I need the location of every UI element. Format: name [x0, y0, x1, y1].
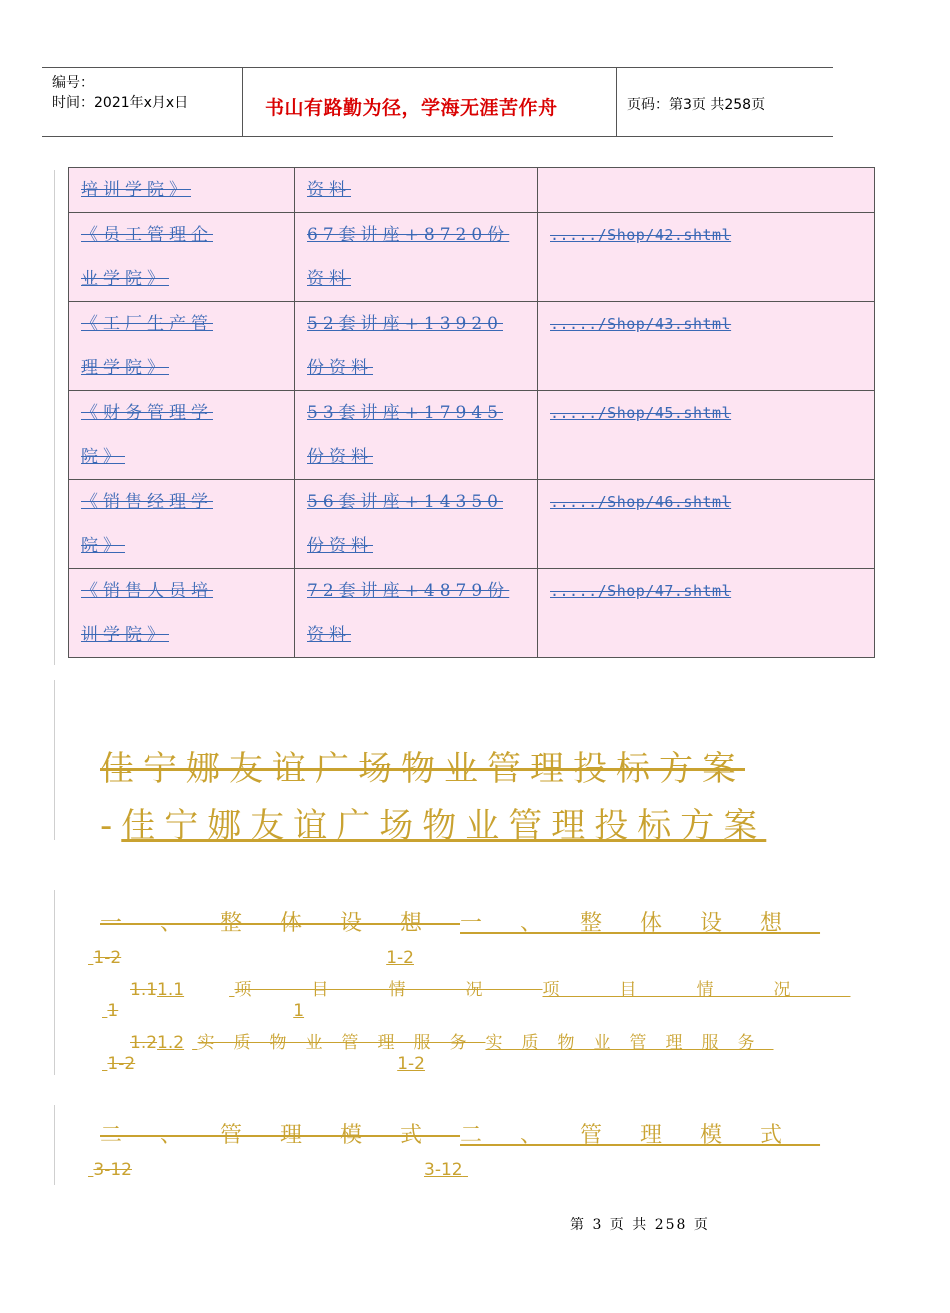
page-header: [42, 67, 833, 137]
resource-table: [68, 167, 875, 658]
table-row: [69, 168, 875, 213]
toc-item-2-page-inserted: 3-12: [424, 1160, 463, 1180]
toc-item-1-1-inserted: 项目情况: [542, 980, 851, 1000]
toc-item-1-2-page-inserted: 1-2: [397, 1054, 425, 1074]
table-row: [69, 569, 875, 658]
college-name: 《销售经理学: [81, 492, 213, 512]
college-name-cell: [69, 480, 295, 569]
college-name-cell: [69, 569, 295, 658]
college-name: 院》: [81, 536, 125, 556]
table-row: [69, 302, 875, 391]
shop-link-cell: [538, 480, 875, 569]
material-count: 67套讲座+8720份: [307, 225, 510, 245]
shop-link[interactable]: ...../Shop/46.shtml: [550, 493, 732, 511]
doc-title-prefix: -: [100, 806, 122, 846]
toc-item-1-page-deleted: 1-2: [93, 948, 122, 968]
shop-link-cell: [538, 391, 875, 480]
motto-text: 书山有路勤为径，学海无涯苦作舟: [265, 97, 558, 119]
revision-bar: [54, 170, 55, 665]
college-name: 《销售人员培: [81, 581, 213, 601]
doc-title-text: 佳宁娜友谊广场物业管理投标方案: [121, 806, 767, 846]
page-footer: 第 3 页 共 258 页: [570, 1217, 710, 1233]
header-page-cell: [617, 68, 833, 136]
college-name-cell: [69, 391, 295, 480]
toc-item-1[interactable]: [100, 906, 838, 937]
toc-item-1-1-num-deleted: 1.1: [130, 980, 158, 1000]
material-count-cell: [295, 168, 538, 213]
table-row: [69, 480, 875, 569]
table-row: [69, 213, 875, 302]
college-name: 《员工管理企: [81, 225, 213, 245]
shop-link[interactable]: ...../Shop/45.shtml: [550, 404, 732, 422]
shop-link[interactable]: ...../Shop/42.shtml: [550, 226, 732, 244]
shop-link-cell: [538, 302, 875, 391]
college-name-cell: [69, 213, 295, 302]
toc-item-1-page: [88, 948, 414, 968]
time-label: 时间：2021年x月x日: [52, 95, 189, 111]
material-count: 份资料: [307, 536, 373, 556]
toc-item-1-2-num-inserted: 1.2: [157, 1033, 185, 1053]
material-count-cell: [295, 569, 538, 658]
toc-item-2-deleted: 二、管理模式: [100, 1123, 461, 1148]
revision-bar: [54, 1105, 55, 1185]
shop-link-cell: [538, 213, 875, 302]
college-name: 训学院》: [81, 625, 169, 645]
doc-title-deleted: 佳宁娜友谊广场物业管理投标方案: [100, 749, 745, 789]
material-count: 资料: [307, 180, 351, 200]
header-meta-cell: [42, 68, 243, 136]
material-count: 资料: [307, 269, 351, 289]
college-name: 理学院》: [81, 358, 169, 378]
college-name: 业学院》: [81, 269, 169, 289]
material-count: 资料: [307, 625, 351, 645]
college-name: 院》: [81, 447, 125, 467]
toc-item-1-2-inserted: 实质物业管理服务: [485, 1033, 774, 1053]
toc-item-1-1-page: [102, 1001, 304, 1021]
college-name: 《财务管理学: [81, 403, 213, 423]
toc-item-2[interactable]: [100, 1118, 838, 1149]
toc-item-1-2-page: [102, 1054, 425, 1074]
material-count: 72套讲座+4879份: [307, 581, 510, 601]
toc-item-1-page-inserted: 1-2: [386, 948, 414, 968]
toc-item-1-2-deleted: 实质物业管理服务: [197, 1033, 486, 1053]
material-count-cell: [295, 213, 538, 302]
shop-link-cell: [538, 168, 875, 213]
table-row: [69, 391, 875, 480]
material-count-cell: [295, 391, 538, 480]
toc-item-2-inserted: 二、管理模式: [460, 1123, 821, 1148]
toc-item-1-2[interactable]: [130, 1028, 774, 1053]
toc-item-2-page-deleted: 3-12: [93, 1160, 132, 1180]
header-motto-cell: [243, 68, 617, 136]
toc-item-1-inserted: 一、整体设想: [460, 911, 821, 936]
material-count: 份资料: [307, 447, 373, 467]
revision-bar: [54, 890, 55, 1075]
material-count-cell: [295, 302, 538, 391]
toc-item-1-1-num-inserted: 1.1: [157, 980, 185, 1000]
material-count: 56套讲座+14350: [307, 492, 503, 512]
college-name-cell: [69, 168, 295, 213]
toc-item-1-deleted: 一、整体设想: [100, 911, 461, 936]
shop-link[interactable]: ...../Shop/47.shtml: [550, 582, 732, 600]
header-page-label: 页码：第3页 共258页: [627, 97, 766, 113]
toc-item-1-2-page-deleted: 1-2: [107, 1054, 136, 1074]
number-label: 编号：: [52, 75, 94, 91]
toc-item-1-1-deleted: 项目情况: [234, 980, 543, 1000]
material-count: 52套讲座+13920: [307, 314, 503, 334]
toc-item-1-1[interactable]: [130, 975, 851, 1000]
toc-item-1-1-page-deleted: 1: [107, 1001, 119, 1021]
shop-link-cell: [538, 569, 875, 658]
material-count-cell: [295, 480, 538, 569]
material-count: 53套讲座+17945: [307, 403, 503, 423]
college-name-cell: [69, 302, 295, 391]
toc-item-2-page: [88, 1160, 468, 1180]
toc-item-1-1-page-inserted: 1: [293, 1001, 305, 1021]
shop-link[interactable]: ...../Shop/43.shtml: [550, 315, 732, 333]
college-name: 《工厂生产管: [81, 314, 213, 334]
material-count: 份资料: [307, 358, 373, 378]
toc-item-1-2-num-deleted: 1.2: [130, 1033, 158, 1053]
revision-bar: [54, 680, 55, 840]
college-name: 培训学院》: [81, 180, 191, 200]
doc-title-inserted: [100, 798, 820, 847]
